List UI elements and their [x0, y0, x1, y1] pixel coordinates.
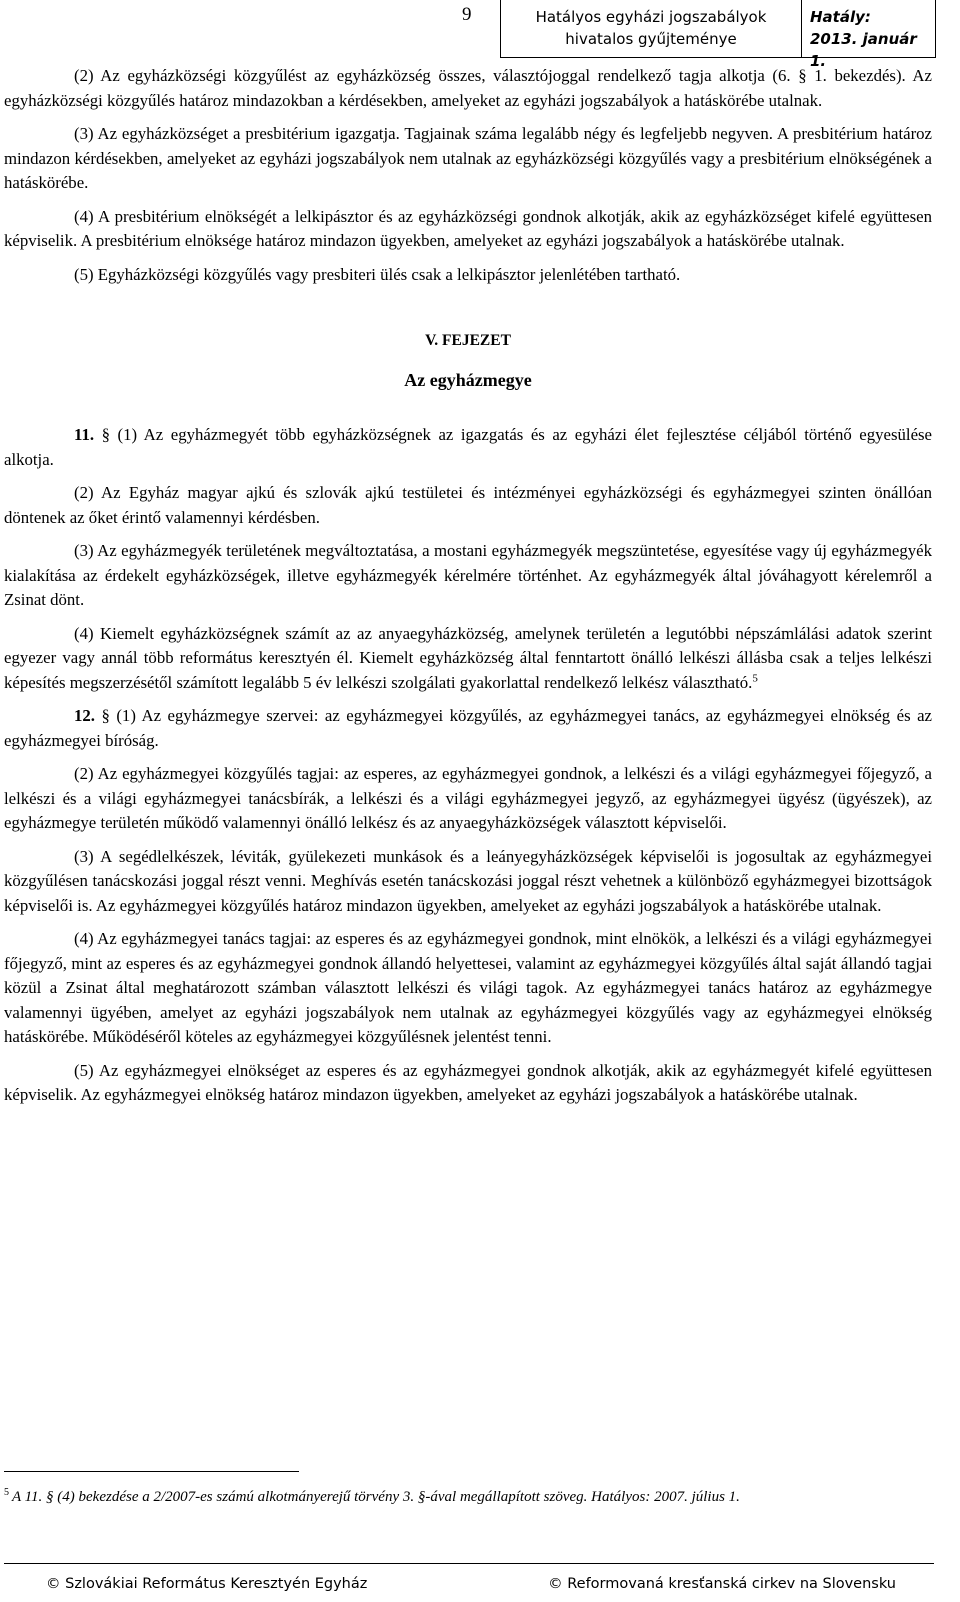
footer-copyright-hu: © Szlovákiai Református Keresztyén Egyház [46, 1576, 368, 1592]
footer-divider [4, 1563, 934, 1564]
paragraph: (4) A presbitérium elnökségét a lelkipásztor és az egyházközségi gondnok alkotják, akik az egyházközséget kifelé együttesen képviselik. A presbitérium elnöksége határoz mindazon ügyekben, amelyeket az egyházi jogszabályok a hatáskörébe utalnak. [4, 206, 932, 250]
chapter-title: Az egyházmegye [404, 369, 532, 390]
footnote-reference[interactable]: 5 [752, 671, 758, 684]
paragraph: (2) Az egyházközségi közgyűlést az egyházközség összes, választójoggal rendelkező tagja alkotja (6. § 1. bekezdés). Az egyházközségi közgyűlés határoz mindazokban a kérdésekben, amelyeket az egyházi jogszabályok a hatáskörébe utalnak. [4, 66, 932, 110]
paragraph: (5) Egyházközségi közgyűlés vagy presbiteri ülés csak a lelkipásztor jelenlétében tartható. [74, 264, 681, 284]
collection-title-line1: Hatályos egyházi jogszabályok [535, 8, 767, 26]
collection-title-line2: hivatalos gyűjteménye [565, 30, 737, 48]
section-11-paragraph-3: (3) Az egyházmegyék területének megváltoztatása, a mostani egyházmegyék megszüntetése, egyesítése vagy új egyházmegyék kialakítása az érdekelt egyházközségek, illetve egyházmegyék kérelmére történhet. Az egyházmegyék által jóváhagyott kérelemről a Zsinat dönt. [4, 541, 932, 609]
section-12-paragraph-5: (5) Az egyházmegyei elnökséget az esperes és az egyházmegyei gondnok alkotják, akik az egyházmegyét kifelé együttesen képviselik. Az egyházmegyei elnökség határoz mindazon ügyekben, amelyeket az egyházi jogszabályok a hatáskörébe utalnak. [4, 1060, 932, 1104]
paragraph: (3) Az egyházközséget a presbitérium igazgatja. Tagjainak száma legalább négy és legfeljebb negyven. A presbitérium határoz mindazon kérdésekben, amelyeket az egyházi jogszabályok nem utalnak az egyházközségi közgyűlés vagy a presbitérium elnökségének a hatáskörébe. [4, 124, 932, 192]
footnote [4, 1487, 934, 1506]
page-footer [46, 1576, 896, 1592]
footnote-divider [4, 1471, 299, 1472]
section-11-paragraph-2: (2) Az Egyház magyar ajkú és szlovák ajkú testületei és intézményei egyházközségi és egyházmegyei szinten önállóan döntenek az őket érintő valamennyi kérdésben. [4, 483, 932, 527]
section-12-paragraph-1 [4, 704, 932, 753]
section-12-paragraph-2: (2) Az egyházmegyei közgyűlés tagjai: az esperes, az egyházmegyei gondnok, a lelkészi és a világi egyházmegyei főjegyző, a lelkészi és a világi egyházmegyei tanácsbírák, a lelkészi és a világi egyházmegyei jegyző, az egyházmegyei ügyész (ügyészek), az egyházmegye területén működő valamennyi önálló lelkész és az anyaegyházközségek választott képviselői. [4, 764, 932, 832]
collection-title [501, 0, 802, 57]
section-text: § (1) Az egyházmegyét több egyházközségnek az igazgatás és az egyházi élet fejlesztése céljából történő egyesülése alkotja. [4, 425, 932, 469]
section-11-paragraph-4 [4, 622, 932, 696]
effective-date: 2013. január 1. [810, 30, 917, 70]
effective-date-box [802, 0, 935, 70]
section-number: 11. [74, 425, 95, 444]
running-header [500, 0, 936, 70]
section-11-paragraph-1 [4, 423, 932, 472]
page-number: 9 [462, 4, 472, 25]
section-text: § (1) Az egyházmegye szervei: az egyházmegyei közgyűlés, az egyházmegyei tanács, az egyházmegyei elnökség és az egyházmegyei bíróság. [4, 706, 932, 750]
section-12-paragraph-3: (3) A segédlelkészek, léviták, gyülekezeti munkások és a leányegyházközségek képviselői is jogosultak az egyházmegyei közgyűlésen tanácskozási joggal részt venni. Meghívás esetén tanácskozási joggal részt vehetnek a különböző egyházmegyei bizottságok képviselői is. Az egyházmegyei közgyűlés határoz mindazon ügyekben, amelyeket az egyházi jogszabályok a hatáskörébe utalnak. [4, 846, 932, 915]
footnote-mark: 5 [4, 1487, 9, 1498]
section-12-paragraph-4: (4) Az egyházmegyei tanács tagjai: az esperes és az egyházmegyei gondnok, mint elnökök, a lelkészi és a világi egyházmegyei főjegyző, mint az esperes és az egyházmegyei gondnok állandó helyettesei, valamint az egyházmegyei közgyűlés által saját állandó tagjai közül a Zsinat által meghatározott számban választott lelkészi és világi tagok. Az egyházmegyei tanács határoz az egyházmegye valamennyi ügyében, amelyet az egyházi jogszabályok nem utalnak az egyházmegyei közgyűlés vagy az egyházmegyei elnökség hatáskörébe. Működéséről köteles az egyházmegyei közgyűlésnek jelentést tenni. [4, 929, 932, 1046]
chapter-number: V. FEJEZET [425, 332, 511, 349]
footer-copyright-sk: © Reformovaná kresťanská cirkev na Slovensku [548, 1576, 896, 1592]
section-text: (4) Kiemelt egyházközségnek számít az az anyaegyházközség, amelynek területén a legutóbbi népszámlálási adatok szerint egyezer vagy annál több református keresztyén él. Kiemelt egyházközség által fenntartott önálló lelkészi állásba csak a teljes lelkészi képesítés megszerzésétől számított legalább 5 év lelkészi szolgálati gyakorlattal rendelkező lelkész választható. [4, 623, 932, 692]
effective-label: Hatály: [810, 8, 871, 26]
footnote-text: A 11. § (4) bekezdése a 2/2007-es számú alkotmányerejű törvény 3. §-ával megállapított szöveg. Hatályos: 2007. július 1. [12, 1489, 740, 1505]
section-number: 12. [74, 706, 95, 725]
document-body [4, 64, 932, 1117]
